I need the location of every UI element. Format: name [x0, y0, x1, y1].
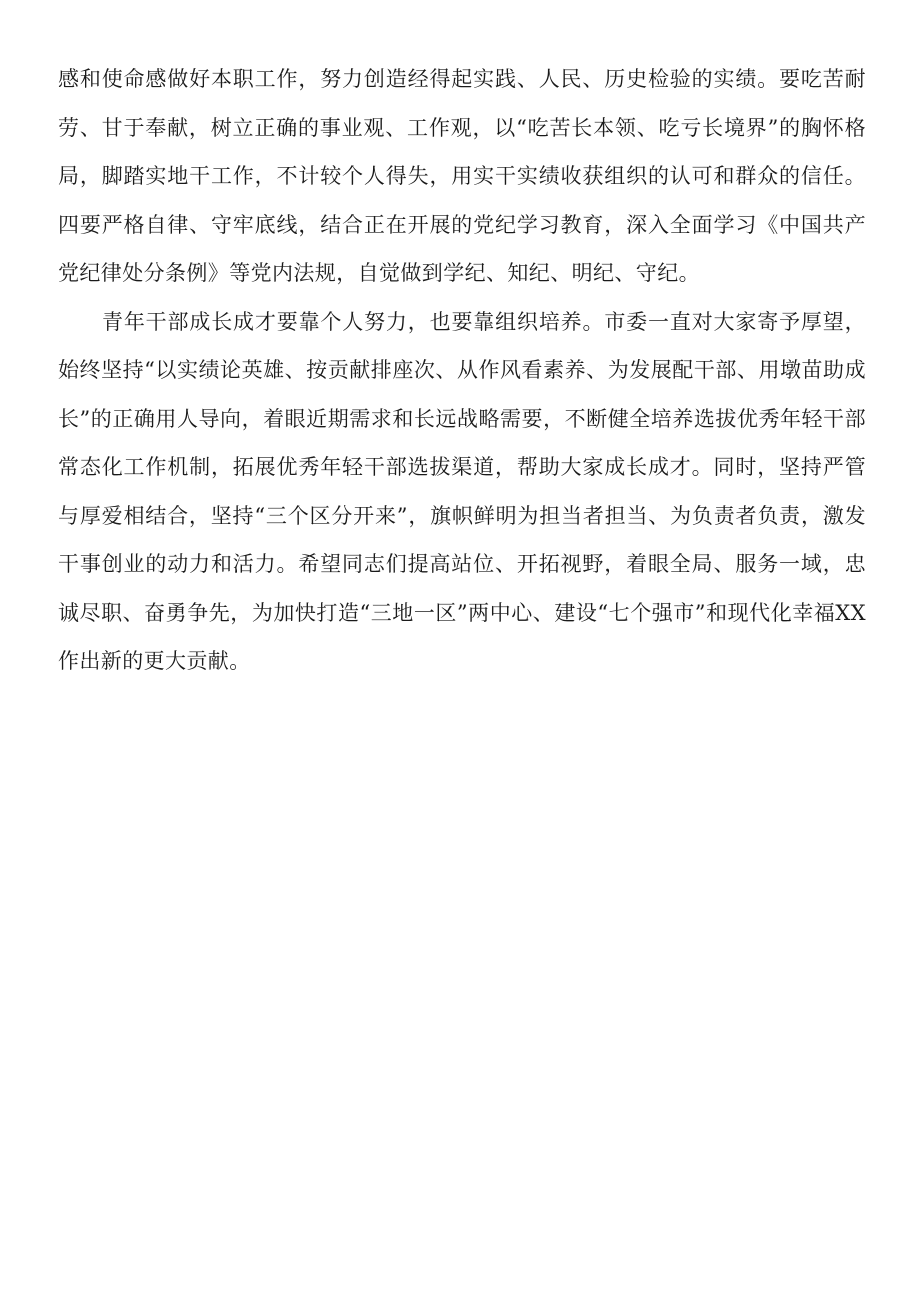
paragraph-continuation: 感和使命感做好本职工作，努力创造经得起实践、人民、历史检验的实绩。要吃苦耐劳、甘于奉献，树立正确的事业观、工作观，以“吃苦长本领、吃亏长境界”的胸怀格局，脚踏实地干工作，不计较个人得失，用实干实绩收获组织的认可和群众的信任。四要严格自律、守牢底线，结合正在开展的党纪学习教育，深入全面学习《中国共产党纪律处分条例》等党内法规，自觉做到学纪、知纪、明纪、守纪。 — [58, 67, 866, 285]
document-body — [58, 55, 866, 686]
paragraph-cadre-training: 青年干部成长成才要靠个人努力，也要靠组织培养。市委一直对大家寄予厚望，始终坚持“以实绩论英雄、按贡献排座次、从作风看素养、为发展配干部、用墩苗助成长”的正确用人导向，着眼近期需求和长远战略需要，不断健全培养选拔优秀年轻干部常态化工作机制，拓展优秀年轻干部选拔渠道，帮助大家成长成才。同时，坚持严管与厚爱相结合，坚持“三个区分开来”，旗帜鲜明为担当者担当、为负责者负责，激发干事创业的动力和活力。希望同志们提高站位、开拓视野，着眼全局、服务一域，忠诚尽职、奋勇争先，为加快打造“三地一区”两中心、建设“七个强市”和现代化幸福XX作出新的更大贡献。 — [58, 309, 866, 673]
